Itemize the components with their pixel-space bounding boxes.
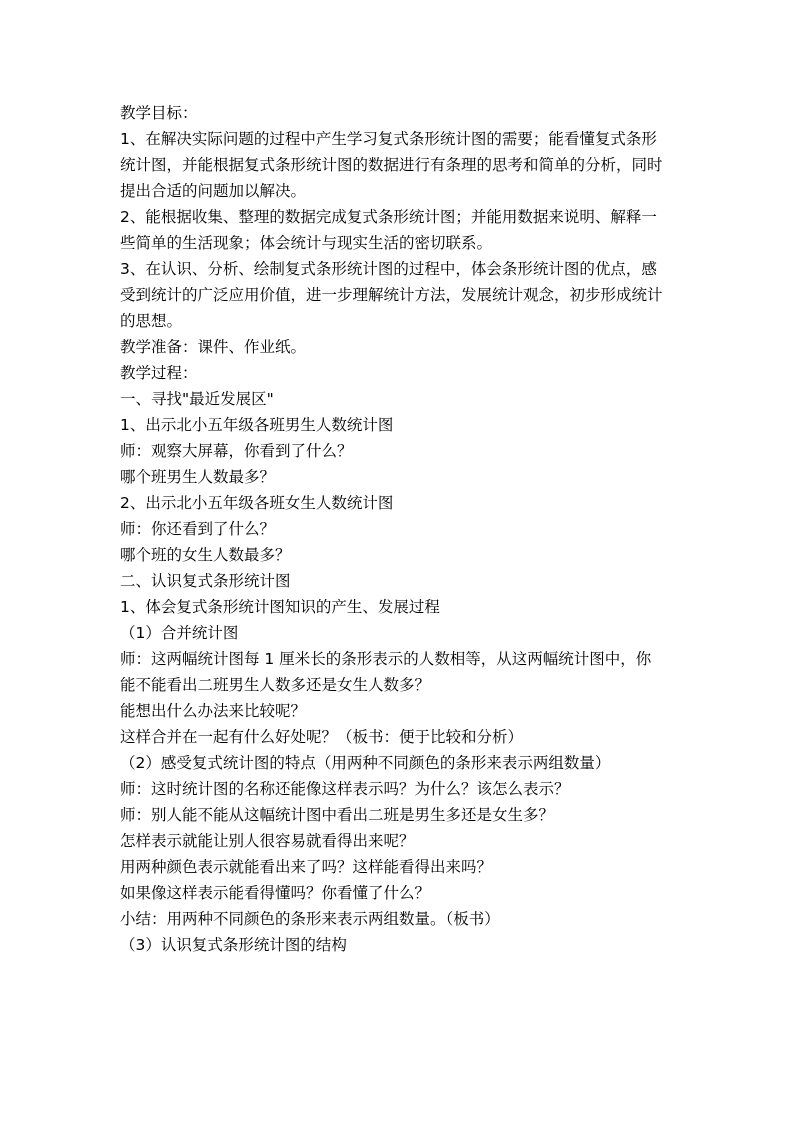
objective-1-line-2: 统计图，并能根据复式条形统计图的数据进行有条理的思考和简单的分析，同时 <box>120 156 663 174</box>
teaching-preparation: 教学准备：课件、作业纸。 <box>120 338 307 356</box>
objective-3-line-2: 受到统计的广泛应用价值，进一步理解统计方法，发展统计观念，初步形成统计 <box>120 286 663 304</box>
question-most-boys: 哪个班男生人数最多？ <box>120 468 276 486</box>
question-easy-to-see: 怎样表示就能让别人很容易就看得出来呢？ <box>120 832 415 850</box>
question-most-girls: 哪个班的女生人数最多？ <box>120 546 291 564</box>
step-2-girls-chart: 2、出示北小五年级各班女生人数统计图 <box>120 494 394 512</box>
teacher-merge-line-2: 能不能看出二班男生人数多还是女生人数多？ <box>120 676 431 694</box>
objective-3-line-1: 3、在认识、分析、绘制复式条形统计图的过程中，体会条形统计图的优点，感 <box>120 260 657 278</box>
teacher-compare-question: 师：别人能不能从这幅统计图中看出二班是男生多还是女生多？ <box>120 806 555 824</box>
objective-1-line-1: 1、在解决实际问题的过程中产生学习复式条形统计图的需要；能看懂复式条形 <box>120 130 657 148</box>
section-heading-process: 教学过程： <box>120 364 198 382</box>
teacher-merge-line-1: 师：这两幅统计图每 1 厘米长的条形表示的人数相等，从这两幅统计图中，你 <box>120 650 652 668</box>
objective-2-line-2: 些简单的生活现象；体会统计与现实生活的密切联系。 <box>120 234 493 252</box>
question-compare-method: 能想出什么办法来比较呢？ <box>120 702 307 720</box>
objective-2-line-1: 2、能根据收集、整理的数据完成复式条形统计图；并能用数据来说明、解释一 <box>120 208 657 226</box>
document-page <box>120 100 685 958</box>
question-understand: 如果像这样表示能看得懂吗？你看懂了什么？ <box>120 884 431 902</box>
section-heading-objectives: 教学目标： <box>120 104 198 122</box>
teacher-question-1: 师：观察大屏幕，你看到了什么？ <box>120 442 353 460</box>
objective-3-line-3: 的思想。 <box>120 312 183 330</box>
sub-step-features: （2）感受复式统计图的特点（用两种不同颜色的条形来表示两组数量） <box>120 754 611 772</box>
sub-step-structure: （3）认识复式条形统计图的结构 <box>120 936 347 954</box>
teacher-question-2: 师：你还看到了什么？ <box>120 520 276 538</box>
sub-step-merge-charts: （1）合并统计图 <box>120 624 239 642</box>
part-2-heading: 二、认识复式条形统计图 <box>120 572 291 590</box>
summary-line: 小结：用两种不同颜色的条形来表示两组数量。（板书） <box>120 910 500 928</box>
teacher-chart-name-question: 师：这时统计图的名称还能像这样表示吗？为什么？该怎么表示？ <box>120 780 570 798</box>
part-1-heading: 一、寻找"最近发展区" <box>120 390 274 408</box>
question-merge-benefit: 这样合并在一起有什么好处呢？（板书：便于比较和分析） <box>120 728 524 746</box>
question-two-colors: 用两种颜色表示就能看出来了吗？这样能看得出来吗？ <box>120 858 493 876</box>
objective-1-line-3: 提出合适的问题加以解决。 <box>120 182 307 200</box>
step-1-boys-chart: 1、出示北小五年级各班男生人数统计图 <box>120 416 394 434</box>
step-1-experience: 1、体会复式条形统计图知识的产生、发展过程 <box>120 598 440 616</box>
